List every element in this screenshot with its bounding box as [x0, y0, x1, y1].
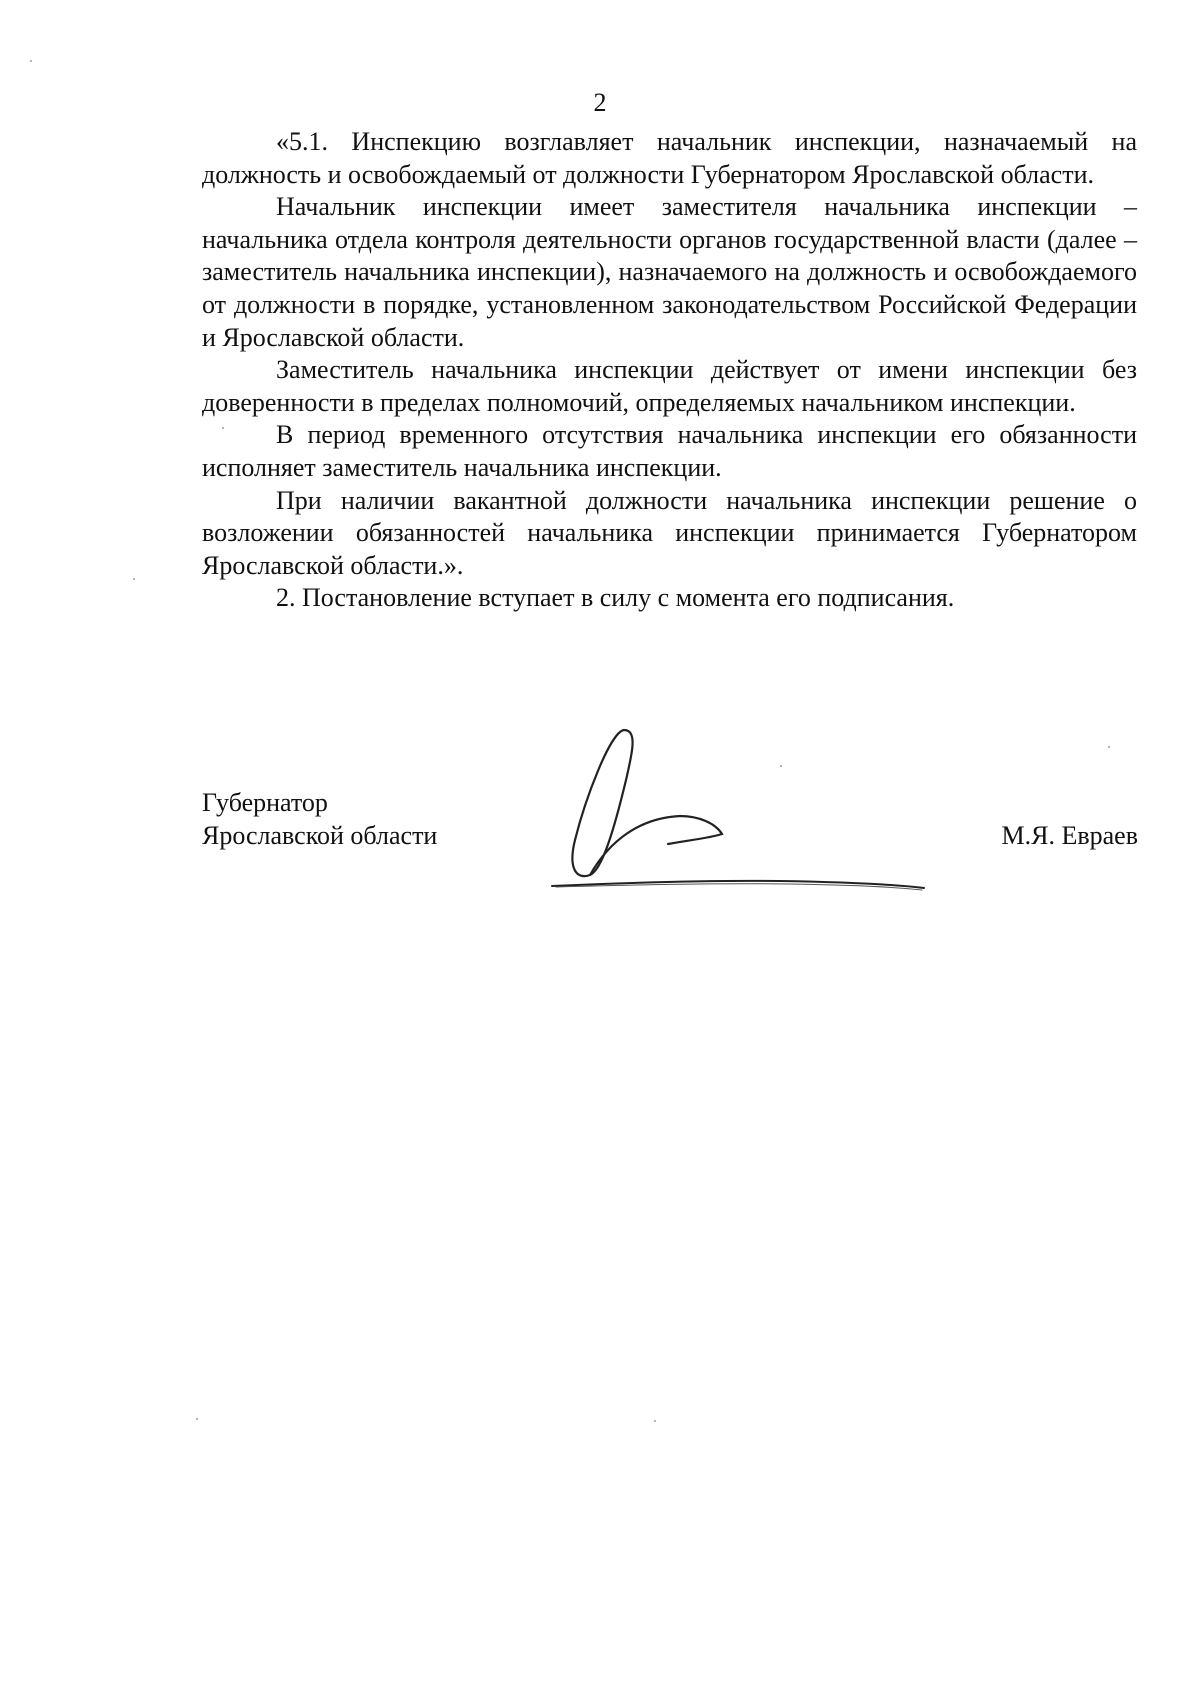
scan-speck: [133, 578, 135, 580]
signatory-position: [202, 786, 437, 852]
scan-speck: [196, 1418, 198, 1420]
page-number: 2: [593, 88, 607, 117]
scan-speck: [222, 427, 224, 429]
handwritten-signature: [540, 720, 950, 900]
paragraph-vacancy: При наличии вакантной должности начальника инспекции решение о возложении обязанностей начальника инспекции принимается Губернатором Ярославской области.».: [202, 485, 1137, 580]
paragraph-deputy: Начальник инспекции имеет заместителя начальника инспекции – начальника отдела контроля деятельности органов государственной власти (далее – заместитель начальника инспекции), назначаемого на должность и освобождаемого от должности в порядке, установленном законодательством Российской Федерации и Ярославской области.: [202, 192, 1137, 352]
document-body: [202, 126, 1137, 615]
paragraph-5-1: «5.1. Инспекцию возглавляет начальник инспекции, назначаемый на должность и освобождаемый от должности Губернатором Ярославской области.: [202, 127, 1137, 189]
signatory-title: Губернатор: [202, 788, 328, 817]
scan-speck: [654, 1420, 656, 1422]
paragraph-deputy-authority: Заместитель начальника инспекции действует от имени инспекции без доверенности в пределах полномочий, определяемых начальником инспекции.: [202, 355, 1137, 417]
paragraph-effective-date: 2. Постановление вступает в силу с момента его подписания.: [276, 583, 955, 613]
scan-speck: [30, 60, 32, 62]
signatory-region: Ярославской области: [202, 821, 438, 850]
scan-speck: [1108, 746, 1110, 748]
signatory-name: М.Я. Евраев: [1001, 821, 1138, 850]
paragraph-temporary-absence: В период временного отсутствия начальника инспекции его обязанности исполняет заместитель начальника инспекции.: [202, 420, 1137, 482]
scan-speck: [780, 765, 782, 767]
